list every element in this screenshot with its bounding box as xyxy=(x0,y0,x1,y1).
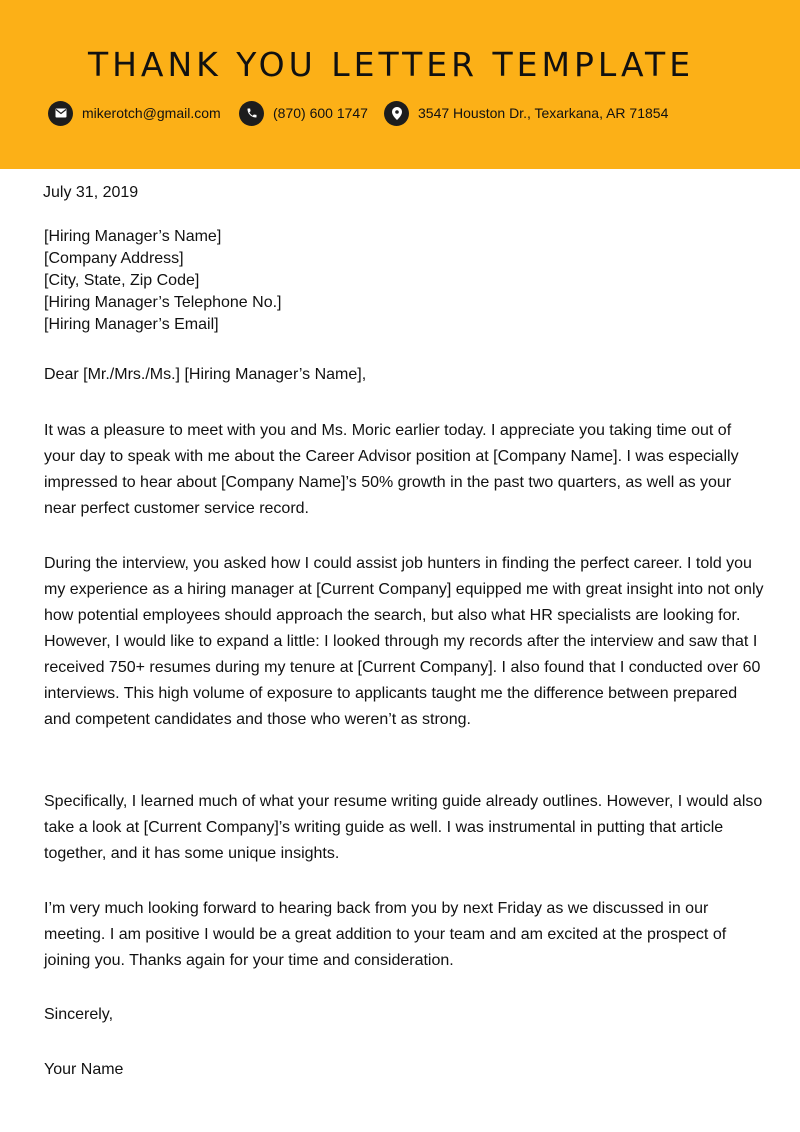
contact-address xyxy=(384,100,668,126)
signature: Your Name xyxy=(44,1061,124,1078)
paragraph: During the interview, you asked how I could assist job hunters in finding the perfect career. I told you my experience as a hiring manager at [Current Company] equipped me with great insight into not only how potential employees should approach the search, but also what HR specialists are looking for. However, I would like to expand a little: I looked through my records after the interview and saw that I received 750+ resumes during my tenure at [Current Company]. I also found that I conducted over 60 interviews. This high volume of exposure to applicants taught me the difference between prepared and competent candidates and those who weren’t as strong. xyxy=(44,555,764,728)
contact-email-text: mikerotch@gmail.com xyxy=(82,105,221,121)
salutation: Dear [Mr./Mrs./Ms.] [Hiring Manager’s Name], xyxy=(44,366,367,383)
closing: Sincerely, xyxy=(44,1006,114,1023)
recipient-line: [Hiring Manager’s Telephone No.] xyxy=(44,294,282,311)
paragraph: Specifically, I learned much of what your resume writing guide already outlines. However, I would also take a look at [Current Company]’s writing guide as well. I was instrumental in putting that article together, and it has some unique insights. xyxy=(44,793,763,862)
mail-icon xyxy=(48,101,73,126)
phone-icon xyxy=(239,101,264,126)
contact-email xyxy=(48,100,221,126)
paragraph: I’m very much looking forward to hearing back from you by next Friday as we discussed in our meeting. I am positive I would be a great addition to your team and am excited at the prospect of joining you. Thanks again for your time and consideration. xyxy=(44,900,727,969)
recipient-line: [Hiring Manager’s Email] xyxy=(44,316,219,333)
recipient-line: [City, State, Zip Code] xyxy=(44,272,200,289)
page-title: THANK YOU LETTER TEMPLATE xyxy=(87,45,695,84)
contact-phone-text: (870) 600 1747 xyxy=(273,105,368,121)
letter-date: July 31, 2019 xyxy=(43,184,139,201)
paragraph: It was a pleasure to meet with you and Ms. Moric earlier today. I appreciate you taking time out of your day to speak with me about the Career Advisor position at [Company Name]. I was especially impressed to hear about [Company Name]’s 50% growth in the past two quarters, as well as your near perfect customer service record. xyxy=(44,422,739,517)
contact-address-text: 3547 Houston Dr., Texarkana, AR 71854 xyxy=(418,105,669,121)
recipient-line: [Company Address] xyxy=(44,250,184,267)
location-pin-icon xyxy=(384,101,409,126)
contact-phone xyxy=(239,100,368,126)
recipient-line: [Hiring Manager’s Name] xyxy=(44,228,222,245)
letter-header xyxy=(0,0,800,169)
